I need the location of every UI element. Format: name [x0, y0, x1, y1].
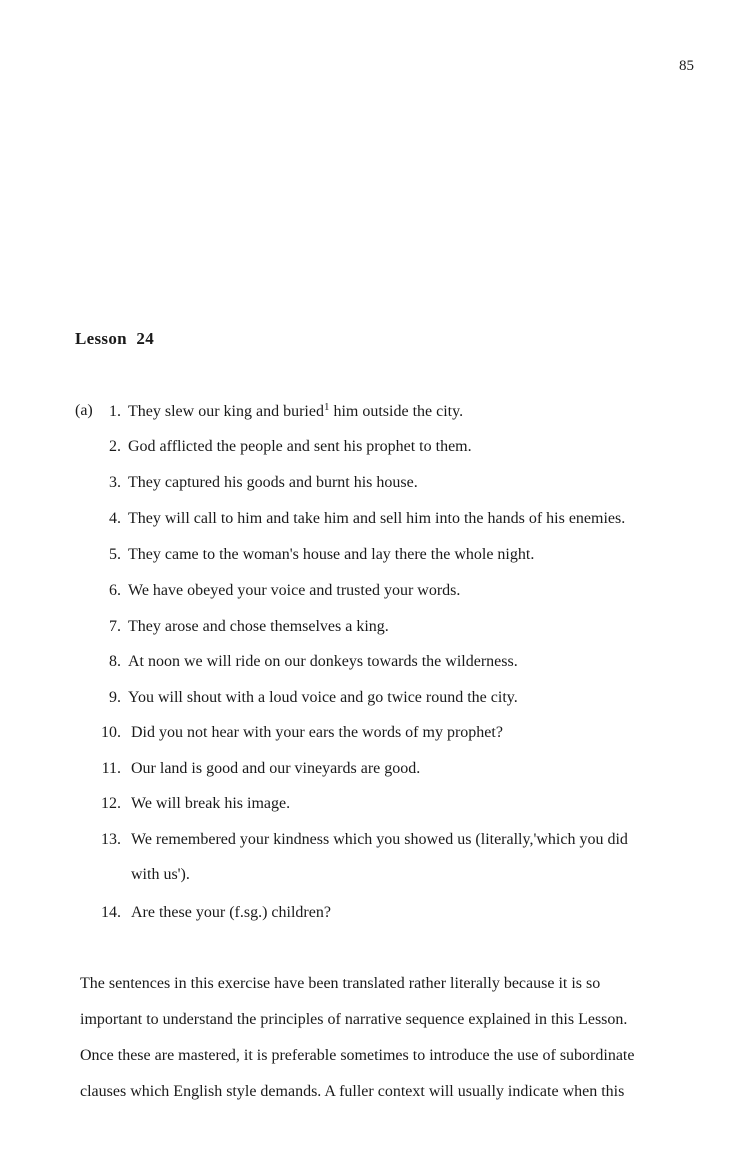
footnote-marker: 1	[323, 401, 330, 413]
item-number: 4.	[109, 510, 121, 527]
page-number: 85	[679, 58, 694, 74]
item-text: We will break his image.	[131, 795, 291, 812]
exercise-label: (a)	[75, 402, 93, 419]
item-number: 12.	[101, 795, 121, 812]
item-number: 6.	[109, 582, 121, 599]
paragraph-line: The sentences in this exercise have been translated rather literally because it is so	[80, 975, 601, 992]
item-number: 8.	[109, 653, 121, 670]
item-number: 13.	[101, 831, 121, 848]
item-number: 3.	[109, 474, 121, 491]
item-text: They arose and chose themselves a king.	[128, 618, 389, 635]
item-number: 7.	[109, 618, 121, 635]
paragraph-line: Once these are mastered, it is preferable sometimes to introduce the use of subordinate	[80, 1047, 635, 1064]
item-number: 11.	[101, 760, 121, 777]
item-text: You will shout with a loud voice and go twice round the city.	[128, 689, 518, 706]
item-number: 14.	[101, 904, 121, 921]
item-text: They will call to him and take him and sell him into the hands of his enemies.	[128, 510, 626, 527]
item-text: We have obeyed your voice and trusted your words.	[128, 582, 461, 599]
item-number: 10.	[101, 724, 121, 741]
item-text: They slew our king and buried$^1$ him outside the city.	[128, 401, 464, 420]
lesson-title: Lesson 24	[75, 329, 155, 348]
paragraph-line: clauses which English style demands. A fuller context will usually indicate when this	[80, 1083, 625, 1100]
item-number: 9.	[109, 689, 121, 706]
item-text: Did you not hear with your ears the words of my prophet?	[131, 724, 503, 741]
item-text: They came to the woman's house and lay there the whole night.	[128, 546, 535, 563]
item-text: We remembered your kindness which you showed us (literally,'which you did	[131, 831, 628, 848]
paragraph-line: important to understand the principles of narrative sequence explained in this Lesson.	[80, 1011, 628, 1028]
item-text: Are these your (f.sg.) children?	[131, 904, 331, 921]
item-text: Our land is good and our vineyards are good.	[131, 760, 421, 777]
item-number: 2.	[109, 438, 121, 455]
item-number: 5.	[109, 546, 121, 563]
item-text: They captured his goods and burnt his house.	[128, 474, 418, 491]
item-text: At noon we will ride on our donkeys towards the wilderness.	[128, 653, 518, 670]
item-number: 1.	[109, 403, 121, 420]
item-text-continuation: with us').	[131, 866, 190, 883]
item-text: God afflicted the people and sent his prophet to them.	[128, 438, 472, 455]
